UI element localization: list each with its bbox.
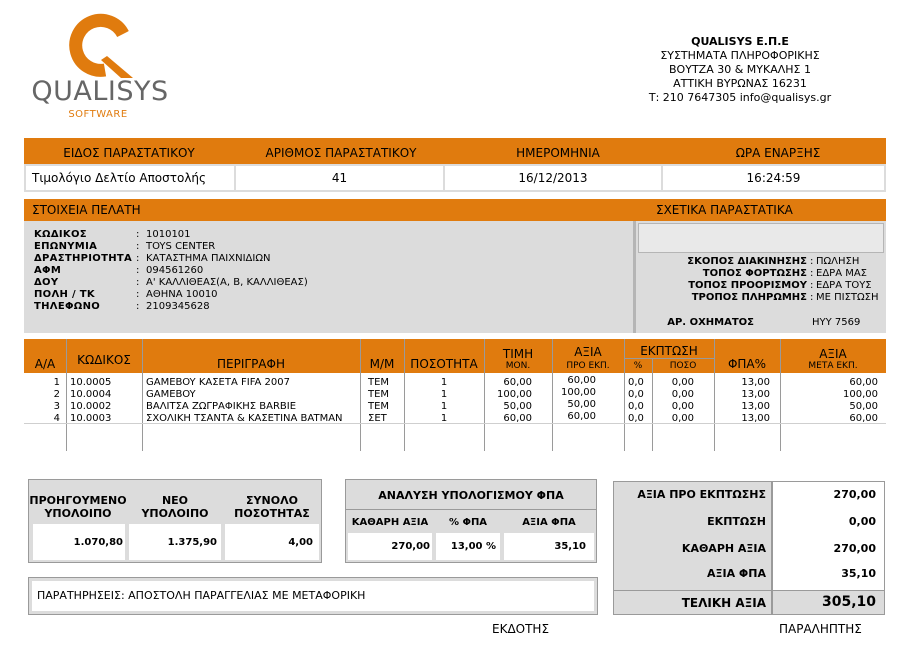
final-total-label: ΤΕΛΙΚΗ ΑΞΙΑ <box>681 596 766 610</box>
table-row: 2 10.0004 GAMEBOY ΤΕΜ 1 100,00 100,00 0,0 0,00 13,00 100,00 <box>53 387 878 400</box>
balance-box <box>28 479 322 563</box>
vat-pct-header: % ΦΠΑ <box>448 517 488 528</box>
subtotal-label: ΑΞΙΑ ΠΡΟ ΕΚΠΤΩΣΗΣ <box>637 488 766 501</box>
total-qty-header: ΣΥΝΟΛΟ ΠΟΣΟΤΗΤΑΣ <box>234 494 310 520</box>
document-header <box>24 138 886 192</box>
related-title: ΣΧΕΤΙΚΑ ΠΑΡΑΣΤΑΤΙΚΑ <box>656 203 793 217</box>
col-qty-header: ΠΟΣΟΤΗΤΑ <box>410 357 478 371</box>
vat-analysis-title: ΑΝΑΛΥΣΗ ΥΠΟΛΟΓΙΣΜΟΥ ΦΠΑ <box>378 489 564 502</box>
section-divider <box>633 221 636 333</box>
vat-net-value: 270,00 <box>391 541 430 552</box>
items-table <box>24 339 886 451</box>
subtotal-value: 270,00 <box>833 488 876 501</box>
vat-total-label: ΑΞΙΑ ΦΠΑ <box>707 567 766 580</box>
vat-amount-header: ΑΞΙΑ ΦΠΑ <box>522 517 576 528</box>
company-logo <box>30 12 170 122</box>
qualisys-q-icon <box>65 12 135 78</box>
disc-header-divider <box>624 358 714 359</box>
col-desc-header: ΠΕΡΙΓΡΑΦΗ <box>217 357 285 371</box>
customer-title: ΣΤΟΙΧΕΙΑ ΠΕΛΑΤΗ <box>32 203 141 217</box>
related-docs-field <box>638 223 884 253</box>
logo-subtext: SOFTWARE <box>68 109 128 120</box>
issuer-signature-label: ΕΚΔΟΤΗΣ <box>492 622 550 636</box>
company-info <box>600 35 880 105</box>
notes-box <box>28 577 598 615</box>
prev-balance-header: ΠΡΟΗΓΟΥΜΕΝΟ ΥΠΟΛΟΙΠΟ <box>29 494 127 520</box>
totals-box <box>613 481 885 615</box>
final-total-value: 305,10 <box>821 594 876 610</box>
col-vat-header: ΦΠΑ% <box>727 357 767 371</box>
col-code-header: ΚΩΔΙΚΟΣ <box>77 353 131 367</box>
vat-divider <box>346 509 596 510</box>
table-row: 1 10.0005 GAMEBOY ΚΑΣΕΤΑ FIFA 2007 ΤΕΜ 1 60,00 60,00 0,0 0,00 13,00 60,00 <box>53 375 878 388</box>
company-name: QUALISYS Ε.Π.Ε <box>691 35 789 48</box>
totals-divider <box>771 482 773 614</box>
col-unit-header: Μ/Μ <box>369 357 395 371</box>
vat-amount-value: 35,10 <box>554 541 586 552</box>
total-qty-value: 4,00 <box>288 537 313 548</box>
company-line2: ΒΟΥΤΖΑ 30 & ΜΥΚΑΛΗΣ 1 <box>669 63 811 76</box>
col-disc-amt-header: ΠΟΣΟ <box>669 361 697 371</box>
company-line3: ΑΤΤΙΚΗ ΒΥΡΩΝΑΣ 16231 <box>673 77 807 90</box>
vat-total-value: 35,10 <box>841 567 876 580</box>
col-price-header: ΤΙΜΗ <box>502 347 534 361</box>
col-disc-header: ΕΚΠΤΩΣΗ <box>640 344 698 358</box>
col-disc-pct-header: % <box>633 361 643 371</box>
col-aa-header: Α/Α <box>34 357 56 371</box>
totals-final-divider <box>614 590 884 591</box>
net-value-label: ΚΑΘΑΡΗ ΑΞΙΑ <box>681 542 766 555</box>
vat-net-header: ΚΑΘΑΡΗ ΑΞΙΑ <box>351 517 429 528</box>
col-net-subheader: ΜΕΤΑ ΕΚΠ. <box>808 361 858 371</box>
discount-label: ΕΚΠΤΩΣΗ <box>707 515 766 528</box>
table-row: 4 10.0003 ΣΧΟΛΙΚΗ ΤΣΑΝΤΑ & ΚΑΣΕΤΙΝΑ BATMAN ΣΕΤ 1 60,00 60,00 0,0 0,00 13,00 60,00 <box>53 411 878 424</box>
logo-text: QUALISYS <box>31 76 169 107</box>
customer-section: ΣΤΟΙΧΕΙΑ ΠΕΛΑΤΗ ΣΧΕΤΙΚΑ ΠΑΡΑΣΤΑΤΙΚΑ ΚΩΔΙΚΟΣ : 1010101 ΕΠΩΝΥΜΙΑ : TOYS CENTER ΔΡΑΣΤΗΡΙΟΤΗΤΑ : ΚΑΤΑΣΤΗΜΑ ΠΑΙΧΝΙΔΙΩΝ ΑΦΜ : 094561260 ΔΟΥ : Α' ΚΑΛΛΙΘΕΑΣ(Α, Β, ΚΑΛΛΙΘΕΑΣ) ΠΟΛΗ / ΤΚ : ΑΘΗΝΑ 10010 ΤΗΛΕΦΩΝΟ : 2109345628 ΣΚΟΠΟΣ ΔΙΑΚΙΝΗΣΗΣ : ΠΩΛΗΣΗ ΤΟΠΟΣ ΦΟΡΤΩΣΗΣ : ΕΔΡΑ ΜΑΣ ΤΟΠΟΣ ΠΡΟΟΡΙΣΜΟΥ : ΕΔΡΑ ΤΟΥΣ ΤΡΟΠΟΣ ΠΛΗΡΩΜΗΣ : ΜΕ ΠΙΣΤΩΣΗ ΑΡ. ΟΧΗΜΑΤΟΣ ΗΥΥ 7569 <box>24 199 886 333</box>
vat-analysis-box <box>345 479 597 563</box>
doc-type-value: Τιμολόγιο Δελτίο Αποστολής <box>26 166 234 190</box>
doc-number-value: 41 <box>236 166 443 190</box>
net-value-value: 270,00 <box>833 542 876 555</box>
receiver-signature-label: ΠΑΡΑΛΗΠΤΗΣ <box>779 622 862 636</box>
notes-text: ΠΑΡΑΤΗΡΗΣΕΙΣ: ΑΠΟΣΤΟΛΗ ΠΑΡΑΓΓΕΛΙΑΣ ΜΕ ΜΕΤΑΦΟΡΙΚΗ <box>37 589 366 602</box>
prev-balance-value: 1.070,80 <box>73 537 123 548</box>
doc-number-header: ΑΡΙΘΜΟΣ ΠΑΡΑΣΤΑΤΙΚΟΥ <box>265 146 417 160</box>
doc-date-header: ΗΜΕΡΟΜΗΝΙΑ <box>516 146 600 160</box>
col-net-header: ΑΞΙΑ <box>819 347 847 361</box>
col-value-header: ΑΞΙΑ <box>574 345 602 359</box>
vat-pct-value: 13,00 % <box>450 541 496 552</box>
table-row: 3 10.0002 ΒΑΛΙΤΣΑ ΖΩΓΡΑΦΙΚΗΣ BARBIE ΤΕΜ 1 50,00 50,00 0,0 0,00 13,00 50,00 <box>53 399 878 412</box>
new-balance-header: ΝΕΟ ΥΠΟΛΟΙΠΟ <box>141 494 209 520</box>
company-line1: ΣΥΣΤΗΜΑΤΑ ΠΛΗΡΟΦΟΡΙΚΗΣ <box>660 49 820 62</box>
doc-date-value: 16/12/2013 <box>445 166 661 190</box>
doc-time-header: ΩΡΑ ΕΝΑΡΞΗΣ <box>735 146 821 160</box>
col-price-subheader: ΜΟΝ. <box>505 361 531 371</box>
new-balance-value: 1.375,90 <box>167 537 217 548</box>
doc-type-header: ΕΙΔΟΣ ΠΑΡΑΣΤΑΤΙΚΟΥ <box>63 146 195 160</box>
company-line4: Τ: 210 7647305 info@qualisys.gr <box>648 91 832 104</box>
col-value-subheader: ΠΡΟ ΕΚΠ. <box>566 361 610 371</box>
discount-value: 0,00 <box>848 515 876 528</box>
item-rows <box>24 377 886 427</box>
doc-time-value: 16:24:59 <box>663 166 884 190</box>
